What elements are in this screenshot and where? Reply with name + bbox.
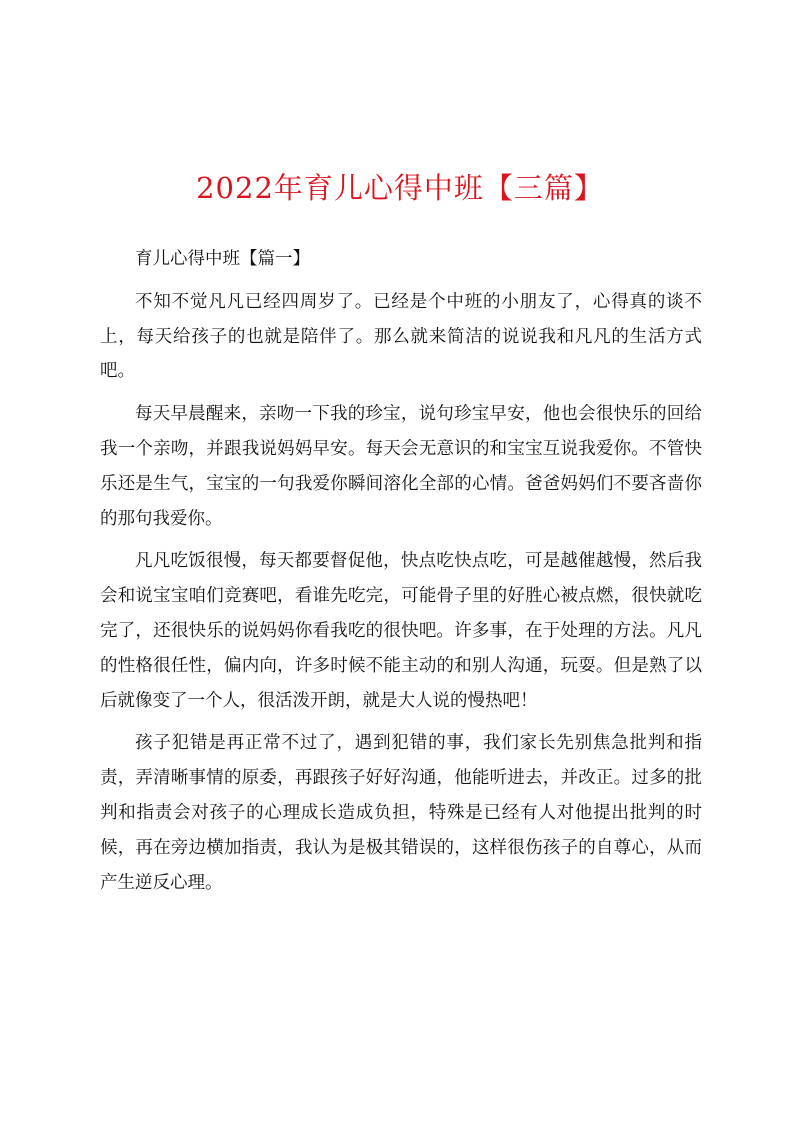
document-title: 2022年育儿心得中班【三篇】 [196, 171, 604, 205]
paragraph: 每天早晨醒来，亲吻一下我的珍宝，说句珍宝早安，他也会很快乐的回给我一个亲吻，并跟我说妈妈早安。每天会无意识的和宝宝互说我爱你。不管快乐还是生气，宝宝的一句我爱你瞬间溶化全部的心情。爸爸妈妈们不要吝啬你的那句我爱你。 [100, 404, 702, 529]
document-body [100, 242, 702, 908]
section-heading: 育儿心得中班【篇一】 [135, 249, 310, 269]
paragraph: 孩子犯错是再正常不过了，遇到犯错的事，我们家长先别焦急批判和指责，弄清晰事情的原委，再跟孩子好好沟通，他能听进去，并改正。过多的批判和指责会对孩子的心理成长造成负担，特殊是已经有人对他提出批判的时候，再在旁边横加指责，我认为是极其错误的，这样很伤孩子的自尊心，从而产生逆反心理。 [100, 733, 702, 893]
paragraph: 不知不觉凡凡已经四周岁了。已经是个中班的小朋友了，心得真的谈不上，每天给孩子的也就是陪伴了。那么就来简洁的说说我和凡凡的生活方式吧。 [100, 291, 702, 382]
paragraph: 凡凡吃饭很慢，每天都要督促他，快点吃快点吃，可是越催越慢，然后我会和说宝宝咱们竞赛吧，看谁先吃完，可能骨子里的好胜心被点燃，很快就吃完了，还很快乐的说妈妈你看我吃的很快吧。许多事，在于处理的方法。凡凡的性格很任性，偏内向，许多时候不能主动的和别人沟通，玩耍。但是熟了以后就像变了一个人，很活泼开朗，就是大人说的慢热吧！ [100, 551, 702, 711]
